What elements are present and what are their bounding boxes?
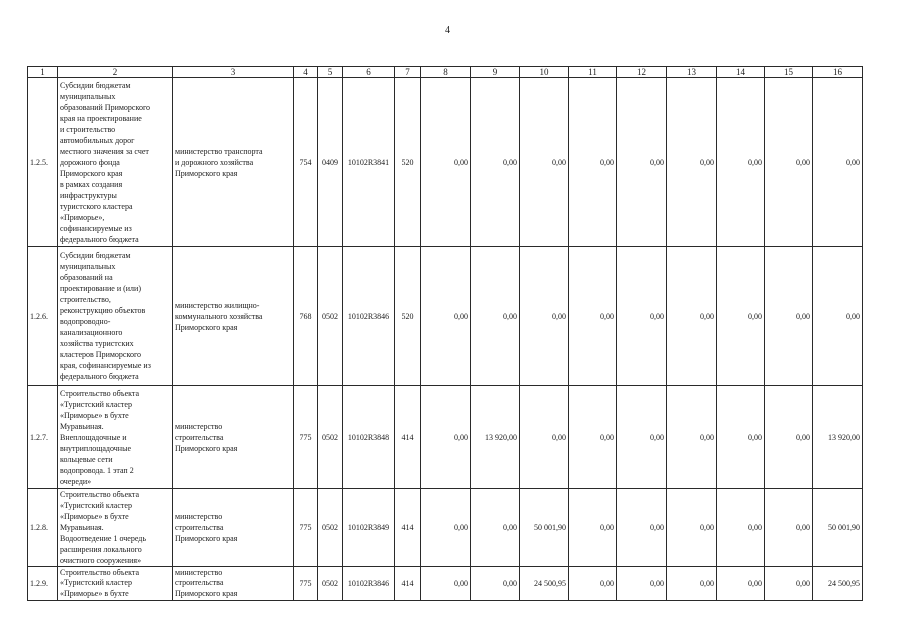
- code-cell-4: 775: [294, 386, 318, 489]
- amount-cell: 50 001,90: [520, 489, 569, 567]
- table-row: [28, 489, 863, 567]
- header-cell: 6: [343, 67, 395, 78]
- amount-cell: 0,00: [667, 386, 717, 489]
- amount-cell: 0,00: [617, 386, 667, 489]
- header-cell: 16: [813, 67, 863, 78]
- amount-cell: 0,00: [765, 567, 813, 601]
- amount-cell: 0,00: [667, 78, 717, 247]
- header-cell: 3: [173, 67, 294, 78]
- amount-cell: 0,00: [569, 247, 617, 386]
- code-cell-5: 0502: [318, 489, 343, 567]
- code-cell-6: 10102R3848: [343, 386, 395, 489]
- executor-cell: министерство строительства Приморского края: [173, 489, 294, 567]
- amount-cell: 0,00: [667, 567, 717, 601]
- code-cell-7: 520: [395, 78, 421, 247]
- amount-cell: 0,00: [813, 78, 863, 247]
- header-cell: 1: [28, 67, 58, 78]
- amount-cell: 13 920,00: [813, 386, 863, 489]
- row-number-cell: 1.2.5.: [28, 78, 58, 247]
- executor-cell: министерство жилищно- коммунального хозяйства Приморского края: [173, 247, 294, 386]
- amount-cell: 50 001,90: [813, 489, 863, 567]
- header-cell: 15: [765, 67, 813, 78]
- amount-cell: 0,00: [765, 386, 813, 489]
- item-name-cell: Субсидии бюджетам муниципальных образований на проектирование и (или) строительство, реконструкцию объектов водопроводно- канализационного хозяйства туристских кластеров Приморского края, софинансируемые из федерального бюджета: [58, 247, 173, 386]
- code-cell-6: 10102R3841: [343, 78, 395, 247]
- code-cell-6: 10102R3846: [343, 567, 395, 601]
- amount-cell: 0,00: [617, 247, 667, 386]
- amount-cell: 0,00: [617, 489, 667, 567]
- amount-cell: 0,00: [569, 567, 617, 601]
- amount-cell: 0,00: [717, 247, 765, 386]
- amount-cell: 0,00: [471, 489, 520, 567]
- header-cell: 7: [395, 67, 421, 78]
- amount-cell: 0,00: [765, 78, 813, 247]
- amount-cell: 0,00: [520, 78, 569, 247]
- amount-cell: 0,00: [421, 78, 471, 247]
- amount-cell: 0,00: [717, 567, 765, 601]
- amount-cell: 0,00: [765, 489, 813, 567]
- code-cell-5: 0502: [318, 247, 343, 386]
- item-name-cell: Строительство объекта «Туристский кластер «Приморье» в бухте: [58, 567, 173, 601]
- header-cell: 8: [421, 67, 471, 78]
- code-cell-5: 0502: [318, 386, 343, 489]
- row-number-cell: 1.2.9.: [28, 567, 58, 601]
- code-cell-7: 414: [395, 567, 421, 601]
- code-cell-5: 0409: [318, 78, 343, 247]
- item-name-cell: Субсидии бюджетам муниципальных образований Приморского края на проектирование и строительство автомобильных дорог местного значения за счет дорожного фонда Приморского края в рамках создания инфраструктуры туристского кластера «Приморье», софинансируемые из федерального бюджета: [58, 78, 173, 247]
- amount-cell: 0,00: [421, 386, 471, 489]
- amount-cell: 0,00: [471, 78, 520, 247]
- row-number-cell: 1.2.7.: [28, 386, 58, 489]
- code-cell-6: 10102R3846: [343, 247, 395, 386]
- header-cell: 5: [318, 67, 343, 78]
- code-cell-4: 775: [294, 567, 318, 601]
- amount-cell: 0,00: [617, 567, 667, 601]
- amount-cell: 0,00: [569, 78, 617, 247]
- budget-table: [27, 66, 863, 601]
- code-cell-6: 10102R3849: [343, 489, 395, 567]
- amount-cell: 0,00: [569, 386, 617, 489]
- amount-cell: 0,00: [717, 78, 765, 247]
- item-name-cell: Строительство объекта «Туристский кластер «Приморье» в бухте Муравьиная. Водоотведение 1 очередь расширения локального очистного сооружения»: [58, 489, 173, 567]
- amount-cell: 0,00: [569, 489, 617, 567]
- header-cell: 9: [471, 67, 520, 78]
- row-number-cell: 1.2.6.: [28, 247, 58, 386]
- table-row: [28, 567, 863, 601]
- executor-cell: министерство строительства Приморского края: [173, 567, 294, 601]
- amount-cell: 0,00: [421, 567, 471, 601]
- table-row: [28, 247, 863, 386]
- executor-cell: министерство строительства Приморского края: [173, 386, 294, 489]
- row-number-cell: 1.2.8.: [28, 489, 58, 567]
- code-cell-5: 0502: [318, 567, 343, 601]
- header-cell: 4: [294, 67, 318, 78]
- amount-cell: 0,00: [617, 78, 667, 247]
- amount-cell: 0,00: [813, 247, 863, 386]
- amount-cell: 0,00: [471, 247, 520, 386]
- item-name-cell: Строительство объекта «Туристский кластер «Приморье» в бухте Муравьиная. Внеплощадочные и внутриплощадочные кольцевые сети водопровода. 1 этап 2 очереди»: [58, 386, 173, 489]
- amount-cell: 0,00: [717, 489, 765, 567]
- page-number: 4: [445, 25, 450, 36]
- header-cell: 2: [58, 67, 173, 78]
- amount-cell: 0,00: [421, 247, 471, 386]
- code-cell-7: 414: [395, 489, 421, 567]
- amount-cell: 0,00: [520, 247, 569, 386]
- amount-cell: 13 920,00: [471, 386, 520, 489]
- header-cell: 12: [617, 67, 667, 78]
- amount-cell: 0,00: [717, 386, 765, 489]
- amount-cell: 0,00: [765, 247, 813, 386]
- table-header-row: [28, 67, 863, 78]
- table-row: [28, 386, 863, 489]
- code-cell-4: 775: [294, 489, 318, 567]
- header-cell: 11: [569, 67, 617, 78]
- amount-cell: 0,00: [667, 489, 717, 567]
- executor-cell: министерство транспорта и дорожного хозяйства Приморского края: [173, 78, 294, 247]
- amount-cell: 24 500,95: [520, 567, 569, 601]
- amount-cell: 0,00: [667, 247, 717, 386]
- amount-cell: 0,00: [520, 386, 569, 489]
- code-cell-4: 768: [294, 247, 318, 386]
- header-cell: 10: [520, 67, 569, 78]
- amount-cell: 0,00: [421, 489, 471, 567]
- code-cell-4: 754: [294, 78, 318, 247]
- amount-cell: 0,00: [471, 567, 520, 601]
- header-cell: 13: [667, 67, 717, 78]
- table-row: [28, 78, 863, 247]
- code-cell-7: 520: [395, 247, 421, 386]
- amount-cell: 24 500,95: [813, 567, 863, 601]
- header-cell: 14: [717, 67, 765, 78]
- code-cell-7: 414: [395, 386, 421, 489]
